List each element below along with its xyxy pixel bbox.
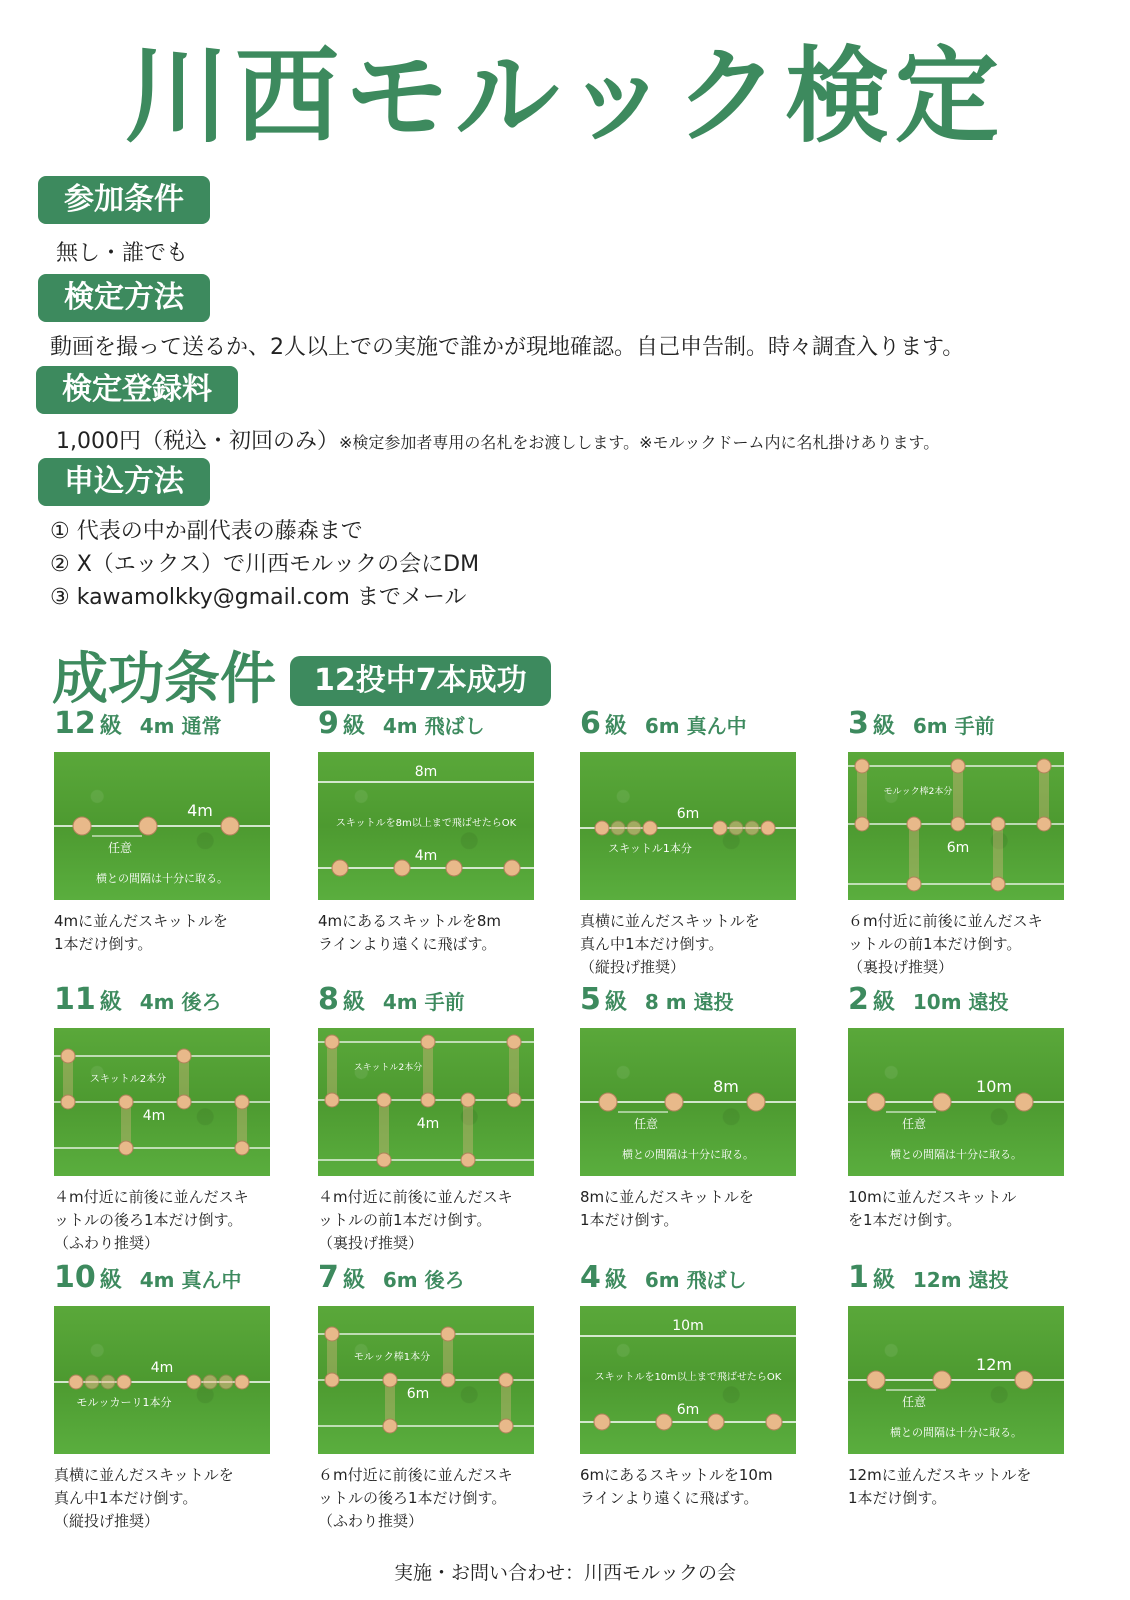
- grade-unit: 級: [872, 714, 895, 739]
- field-label: 横との間隔は十分に取る。: [890, 1148, 1022, 1161]
- field-label: 任意: [633, 1117, 659, 1131]
- skittle-marker: [1037, 759, 1051, 773]
- field-label: 横との間隔は十分に取る。: [622, 1148, 754, 1161]
- field-label: 横との間隔は十分に取る。: [96, 872, 228, 885]
- field-label: スキットルを8m以上まで飛ばせたらOK: [335, 818, 517, 829]
- description-line: 12mに並んだスキットルを: [848, 1466, 1032, 1484]
- field-label: スキットル1本分: [608, 842, 692, 855]
- description-line: 1本だけ倒す。: [848, 1489, 947, 1507]
- fee-note: ※検定参加者専用の名札をお渡しします。※モルックドーム内に名札掛けあります。: [338, 433, 940, 452]
- description-line: 8mに並んだスキットルを: [580, 1188, 754, 1206]
- skittle-marker: [235, 1141, 249, 1155]
- grade-level: 2: [848, 982, 869, 1017]
- skittle-span: [909, 824, 919, 884]
- skittle-marker: [745, 821, 759, 835]
- grade-card: [580, 982, 810, 1232]
- skittle-marker: [766, 1414, 782, 1430]
- description-line: 真横に並んだスキットルを: [54, 1466, 234, 1484]
- grade-level: 7: [318, 1260, 339, 1295]
- diagram-svg: [580, 752, 796, 900]
- field-label: スキットルを10m以上まで飛ばせたらOK: [594, 1372, 782, 1383]
- field-label: モルック棒2本分: [883, 787, 953, 797]
- skittle-marker: [627, 821, 641, 835]
- skittle-marker: [235, 1095, 249, 1109]
- diagram-svg: [848, 1028, 1064, 1176]
- grade-heading: [580, 1260, 810, 1300]
- grade-level: 8: [318, 982, 339, 1017]
- field-label: 6m: [946, 840, 970, 856]
- grade-task: 6m 後ろ: [382, 1268, 465, 1292]
- skittle-marker: [504, 860, 520, 876]
- grade-card: [848, 982, 1078, 1232]
- description-line: （縦投げ推奨）: [580, 958, 686, 976]
- grade-card: [318, 982, 548, 1255]
- grass-field-diagram: [580, 1028, 796, 1176]
- skittle-marker: [933, 1371, 951, 1389]
- grade-card: [580, 706, 810, 979]
- grade-task: 8 m 遠投: [644, 990, 734, 1014]
- method-label: 検定方法: [38, 274, 210, 322]
- skittle-marker: [713, 821, 727, 835]
- field-label: 任意: [901, 1117, 927, 1131]
- grade-task: 6m 手前: [912, 714, 995, 738]
- grade-card: [848, 706, 1078, 979]
- skittle-span: [379, 1100, 389, 1160]
- skittle-marker: [441, 1373, 455, 1387]
- fee-label: 検定登録料: [36, 366, 238, 414]
- skittle-marker: [708, 1414, 724, 1430]
- skittle-marker: [595, 821, 609, 835]
- description-line: ６m付近に前後に並んだスキ: [318, 1466, 513, 1484]
- skittle-marker: [461, 1093, 475, 1107]
- grass-field-diagram: [580, 1306, 796, 1454]
- skittle-marker: [867, 1093, 885, 1111]
- skittle-marker: [377, 1093, 391, 1107]
- grade-heading: [848, 706, 1078, 746]
- skittle-marker: [729, 821, 743, 835]
- field-label: 任意: [107, 841, 133, 855]
- field-label: 4m: [142, 1108, 166, 1124]
- skittle-marker: [499, 1419, 513, 1433]
- grade-task: 12m 遠投: [912, 1268, 1009, 1292]
- skittle-marker: [177, 1049, 191, 1063]
- grade-card: [54, 706, 284, 956]
- description-line: を1本だけ倒す。: [848, 1211, 962, 1229]
- description-line: ットルの前1本だけ倒す。: [318, 1211, 492, 1229]
- skittle-marker: [446, 860, 462, 876]
- skittle-marker: [203, 1375, 217, 1389]
- grade-heading: [54, 706, 284, 746]
- participation-text: 無し・誰でも: [56, 241, 189, 266]
- grass-field-diagram: [318, 752, 534, 900]
- description-line: 1本だけ倒す。: [54, 935, 153, 953]
- diagram-svg: [580, 1306, 796, 1454]
- grade-task: 4m 真ん中: [139, 1268, 242, 1292]
- grass-field-diagram: [54, 1028, 270, 1176]
- skittle-marker: [761, 821, 775, 835]
- skittle-marker: [507, 1035, 521, 1049]
- diagram-svg: [54, 1306, 270, 1454]
- grade-unit: 級: [604, 1268, 627, 1293]
- apply-item-1: ① 代表の中か副代表の藤森まで: [50, 519, 363, 544]
- skittle-marker: [69, 1375, 83, 1389]
- description-line: （裏投げ推奨）: [318, 1234, 424, 1252]
- skittle-marker: [325, 1327, 339, 1341]
- skittle-marker: [119, 1141, 133, 1155]
- diagram-svg: [848, 1306, 1064, 1454]
- description-line: （裏投げ推奨）: [848, 958, 954, 976]
- grade-unit: 級: [604, 990, 627, 1015]
- field-label: 12m: [976, 1355, 1012, 1374]
- grass-field-diagram: [318, 1306, 534, 1454]
- grass-field-diagram: [848, 1306, 1064, 1454]
- skittle-span: [993, 824, 1003, 884]
- skittle-marker: [139, 817, 157, 835]
- grass-field-diagram: [848, 752, 1064, 900]
- skittle-marker: [177, 1095, 191, 1109]
- skittle-marker: [61, 1049, 75, 1063]
- grade-unit: 級: [342, 714, 365, 739]
- description-line: 真ん中1本だけ倒す。: [54, 1489, 198, 1507]
- skittle-span: [1039, 766, 1049, 824]
- grade-description: [318, 1464, 548, 1533]
- page-title: 川西モルック検定: [124, 35, 1005, 157]
- grade-task: 4m 後ろ: [139, 990, 222, 1014]
- grade-heading: [848, 1260, 1078, 1300]
- grass-field-diagram: [54, 752, 270, 900]
- footer-contact: 実施・お問い合わせ：川西モルックの会: [393, 1562, 736, 1584]
- skittle-marker: [507, 1093, 521, 1107]
- description-line: 1本だけ倒す。: [580, 1211, 679, 1229]
- description-line: 6mにあるスキットルを10m: [580, 1466, 773, 1484]
- grade-description: [848, 1464, 1078, 1510]
- skittle-marker: [101, 1375, 115, 1389]
- description-line: ４m付近に前後に並んだスキ: [318, 1188, 513, 1206]
- skittle-span: [463, 1100, 473, 1160]
- method-text: 動画を撮って送るか、2人以上での実施で誰かが現地確認。自己申告制。時々調査入ります。: [50, 335, 965, 360]
- description-line: ットルの前1本だけ倒す。: [848, 935, 1022, 953]
- description-line: ４m付近に前後に並んだスキ: [54, 1188, 249, 1206]
- skittle-marker: [119, 1095, 133, 1109]
- success-badge: 12投中7本成功: [290, 656, 551, 706]
- grade-description: [318, 910, 548, 956]
- skittle-marker: [1015, 1371, 1033, 1389]
- grade-heading: [318, 1260, 548, 1300]
- skittle-marker: [394, 860, 410, 876]
- skittle-marker: [383, 1419, 397, 1433]
- description-line: （ふわり推奨）: [318, 1512, 424, 1530]
- skittle-marker: [951, 817, 965, 831]
- skittle-marker: [855, 817, 869, 831]
- diagram-svg: [318, 1306, 534, 1454]
- grade-task: 10m 遠投: [912, 990, 1009, 1014]
- grade-card: [318, 706, 548, 956]
- grade-description: [54, 1464, 284, 1533]
- skittle-marker: [187, 1375, 201, 1389]
- grade-heading: [54, 982, 284, 1022]
- skittle-marker: [1015, 1093, 1033, 1111]
- field-label: スキットル2本分: [89, 1074, 167, 1085]
- skittle-marker: [907, 817, 921, 831]
- grade-unit: 級: [99, 714, 122, 739]
- skittle-span: [509, 1042, 519, 1100]
- grade-task: 4m 通常: [139, 714, 222, 738]
- grade-description: [580, 1186, 810, 1232]
- skittle-marker: [951, 759, 965, 773]
- grade-task: 6m 真ん中: [644, 714, 747, 738]
- description-line: 4mに並んだスキットルを: [54, 912, 228, 930]
- description-line: 真横に並んだスキットルを: [580, 912, 760, 930]
- diagram-svg: [580, 1028, 796, 1176]
- skittle-marker: [421, 1093, 435, 1107]
- skittle-marker: [594, 1414, 610, 1430]
- grade-level: 11: [54, 982, 96, 1017]
- skittle-marker: [219, 1375, 233, 1389]
- grade-level: 6: [580, 706, 601, 741]
- grade-card: [848, 1260, 1078, 1510]
- diagram-svg: [318, 752, 534, 900]
- grade-task: 4m 飛ばし: [382, 714, 485, 738]
- field-label: 任意: [901, 1395, 927, 1409]
- description-line: （縦投げ推奨）: [54, 1512, 160, 1530]
- field-label: 4m: [416, 1116, 440, 1132]
- grade-description: [848, 1186, 1078, 1232]
- grade-task: 4m 手前: [382, 990, 465, 1014]
- grade-task: 6m 飛ばし: [644, 1268, 747, 1292]
- skittle-span: [953, 766, 963, 824]
- grade-unit: 級: [99, 990, 122, 1015]
- skittle-marker: [499, 1373, 513, 1387]
- diagram-svg: [54, 752, 270, 900]
- skittle-marker: [383, 1373, 397, 1387]
- skittle-marker: [611, 821, 625, 835]
- grade-heading: [580, 982, 810, 1022]
- skittle-marker: [461, 1153, 475, 1167]
- field-label: 4m: [187, 801, 213, 820]
- skittle-marker: [325, 1093, 339, 1107]
- description-line: ットルの後ろ1本だけ倒す。: [54, 1211, 243, 1229]
- grade-description: [54, 910, 284, 956]
- skittle-marker: [747, 1093, 765, 1111]
- skittle-marker: [235, 1375, 249, 1389]
- grade-heading: [848, 982, 1078, 1022]
- grade-heading: [580, 706, 810, 746]
- skittle-marker: [933, 1093, 951, 1111]
- grade-description: [848, 910, 1078, 979]
- field-label: 6m: [676, 806, 700, 822]
- diagram-svg: [54, 1028, 270, 1176]
- skittle-span: [423, 1042, 433, 1100]
- skittle-span: [857, 766, 867, 824]
- fee-line: [56, 424, 939, 455]
- grade-level: 10: [54, 1260, 96, 1295]
- skittle-marker: [73, 817, 91, 835]
- skittle-marker: [991, 817, 1005, 831]
- participation-label: 参加条件: [38, 176, 210, 224]
- field-label: 8m: [713, 1077, 739, 1096]
- skittle-marker: [991, 877, 1005, 891]
- skittle-marker: [1037, 817, 1051, 831]
- description-line: ットルの後ろ1本だけ倒す。: [318, 1489, 507, 1507]
- description-line: 真ん中1本だけ倒す。: [580, 935, 724, 953]
- grade-unit: 級: [604, 714, 627, 739]
- grade-description: [318, 1186, 548, 1255]
- diagram-svg: [848, 752, 1064, 900]
- skittle-marker: [85, 1375, 99, 1389]
- skittle-marker: [221, 817, 239, 835]
- fee-text: 1,000円（税込・初回のみ）: [56, 429, 339, 454]
- description-line: ６m付近に前後に並んだスキ: [848, 912, 1043, 930]
- grade-unit: 級: [342, 990, 365, 1015]
- skittle-marker: [855, 759, 869, 773]
- field-label: 4m: [150, 1360, 174, 1376]
- field-label: 6m: [676, 1402, 700, 1418]
- skittle-marker: [665, 1093, 683, 1111]
- field-label: スキットル2本分: [353, 1063, 423, 1073]
- description-line: （ふわり推奨）: [54, 1234, 160, 1252]
- field-label: モルック棒1本分: [353, 1352, 431, 1363]
- apply-item-3: ③ kawamolkky@gmail.com までメール: [50, 585, 467, 610]
- grade-card: [54, 1260, 284, 1533]
- skittle-marker: [61, 1095, 75, 1109]
- apply-item-2: ② X（エックス）で川西モルックの会にDM: [50, 552, 480, 577]
- field-label: 8m: [414, 764, 438, 780]
- grade-card: [54, 982, 284, 1255]
- field-label: 4m: [414, 848, 438, 864]
- grade-level: 1: [848, 1260, 869, 1295]
- grade-level: 9: [318, 706, 339, 741]
- skittle-marker: [643, 821, 657, 835]
- field-label: モルッカーリ1本分: [76, 1396, 172, 1409]
- grass-field-diagram: [580, 752, 796, 900]
- grade-level: 4: [580, 1260, 601, 1295]
- grade-unit: 級: [872, 990, 895, 1015]
- success-heading: 成功条件: [52, 647, 276, 712]
- grade-level: 3: [848, 706, 869, 741]
- skittle-marker: [441, 1327, 455, 1341]
- grade-card: [318, 1260, 548, 1533]
- field-label: 横との間隔は十分に取る。: [890, 1426, 1022, 1439]
- grade-unit: 級: [342, 1268, 365, 1293]
- diagram-svg: [318, 1028, 534, 1176]
- grade-description: [580, 1464, 810, 1510]
- skittle-marker: [421, 1035, 435, 1049]
- field-label: 10m: [976, 1077, 1012, 1096]
- grass-field-diagram: [54, 1306, 270, 1454]
- grade-unit: 級: [872, 1268, 895, 1293]
- description-line: ラインより遠くに飛ばす。: [318, 935, 497, 953]
- field-label: 6m: [406, 1386, 430, 1402]
- skittle-marker: [325, 1035, 339, 1049]
- grade-heading: [318, 982, 548, 1022]
- skittle-marker: [907, 877, 921, 891]
- skittle-marker: [332, 860, 348, 876]
- skittle-span: [327, 1042, 337, 1100]
- field-label: 10m: [672, 1318, 704, 1334]
- grade-heading: [318, 706, 548, 746]
- description-line: 10mに並んだスキットル: [848, 1188, 1017, 1206]
- skittle-marker: [656, 1414, 672, 1430]
- grass-field-diagram: [848, 1028, 1064, 1176]
- grade-description: [54, 1186, 284, 1255]
- skittle-marker: [117, 1375, 131, 1389]
- grade-level: 12: [54, 706, 96, 741]
- grade-unit: 級: [99, 1268, 122, 1293]
- skittle-marker: [867, 1371, 885, 1389]
- grade-level: 5: [580, 982, 601, 1017]
- grade-description: [580, 910, 810, 979]
- skittle-marker: [377, 1153, 391, 1167]
- grade-card: [580, 1260, 810, 1510]
- description-line: 4mにあるスキットルを8m: [318, 912, 502, 930]
- skittle-marker: [325, 1373, 339, 1387]
- grade-heading: [54, 1260, 284, 1300]
- description-line: ラインより遠くに飛ばす。: [580, 1489, 759, 1507]
- grass-field-diagram: [318, 1028, 534, 1176]
- apply-label: 申込方法: [38, 458, 210, 506]
- skittle-marker: [599, 1093, 617, 1111]
